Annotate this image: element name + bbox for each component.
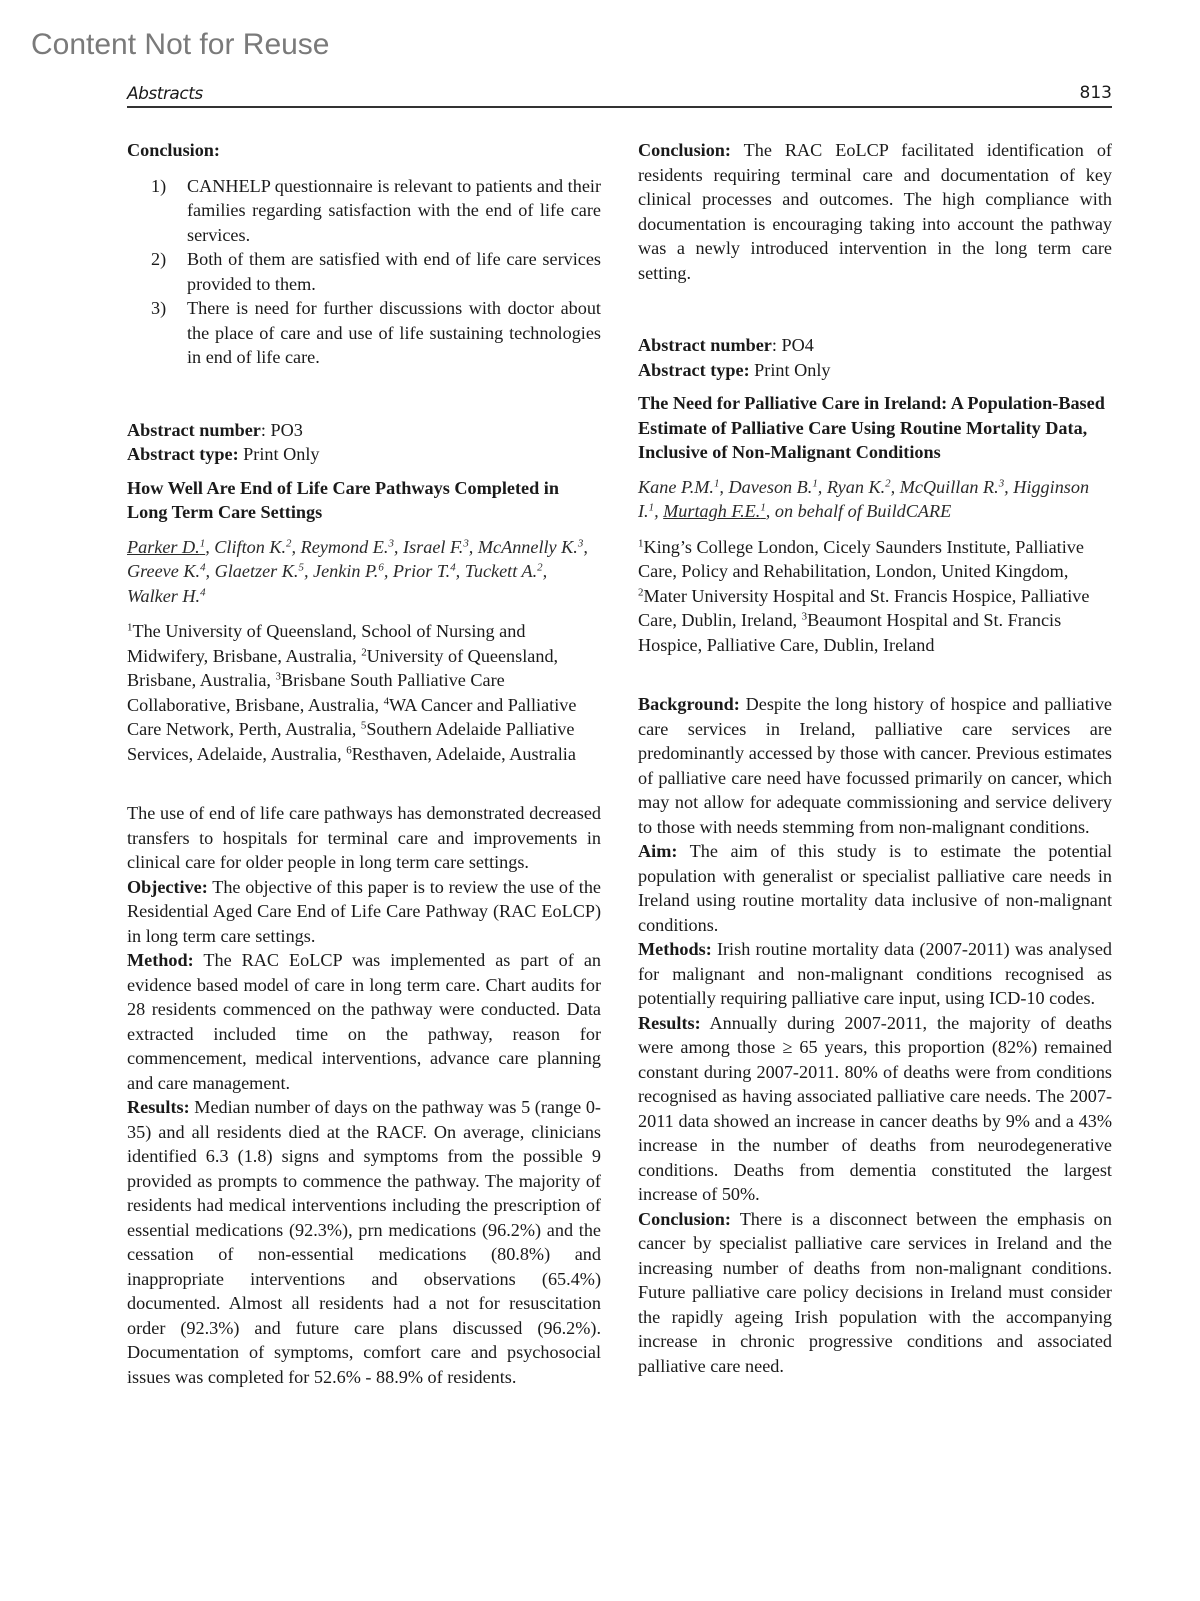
author-name: Tuckett A.$^2$ xyxy=(464,561,543,581)
affiliation-text: The University of Queensland, School of Nursing and Midwifery, Brisbane, Australia, xyxy=(127,621,526,666)
affiliations xyxy=(127,619,601,766)
author-name: Parker D.$^1$ xyxy=(127,536,206,557)
page-number: 813 xyxy=(1079,83,1112,103)
abstract-number-value: : PO4 xyxy=(771,335,814,355)
abstract-number-value: : PO3 xyxy=(260,419,303,440)
section-text: Annually during 2007-2011, the majority of deaths were among those ≥ 65 years, this proportion (82%) remained constant during 2007-2011. 80% of deaths were from conditions recognised as having associated palliative care needs. The 2007-2011 data showed an increase in cancer deaths by 9% and a 43% increase in the number of deaths from neurodegenerative conditions. Deaths from dementia constituted the largest increase of 50%. xyxy=(638,1012,1112,1204)
affiliation-marker: 4 xyxy=(383,694,390,707)
affiliation-text: Beaumont Hospital and St. Francis Hospice, Palliative Care, Dublin, Ireland xyxy=(638,610,1062,655)
abstract-type xyxy=(127,442,601,467)
affiliation-text: Resthaven, Adelaide, Australia xyxy=(351,743,576,764)
abstract-type-value: Print Only xyxy=(749,359,831,380)
item-number: 1) xyxy=(151,175,167,196)
author-name: Daveson B.$^1$ xyxy=(728,476,818,497)
affiliation-marker: 3 xyxy=(998,476,1005,489)
affiliation-marker: 3 xyxy=(275,670,281,683)
section-text: The RAC EoLCP was implemented as part of an evidence based model of care in long term care. Chart audits for 28 residents commenced on the pathway were conducted. Data extracted included time on the pathway, reason for commencement, medical interventions, advance care planning and care management. xyxy=(127,950,601,1093)
conclusion-item xyxy=(127,247,601,296)
abstract-type xyxy=(638,358,1112,383)
abstract-number xyxy=(127,418,601,443)
section-text: The objective of this paper is to review the use of the Residential Aged Care End of Life Care Pathway (RAC EoLCP) in long term care settings. xyxy=(127,876,601,946)
abstract-number xyxy=(638,333,1112,358)
section-text: The RAC EoLCP facilitated identification of residents requiring terminal care and documentation of key clinical processes and outcomes. The high compliance with documentation is encouraging taking into account the pathway was a newly introduced intervention in the long term care setting. xyxy=(638,140,1112,283)
item-text: CANHELP questionnaire is relevant to patients and their families regarding satisfaction with the end of life care services. xyxy=(187,175,602,245)
affiliation-marker: 1 xyxy=(648,501,655,514)
affiliation-marker: 1 xyxy=(713,476,720,489)
author-name: Glaetzer K.$^5$ xyxy=(214,561,304,581)
section-text: Median number of days on the pathway was 5 (range 0-35) and all residents died at the RACF. On average, clinicians identified 6.3 (1.8) signs and symptoms from the possible 9 provided as prompts to commence the pathway. The majority of residents had medical interventions including the prescription of essential medications (92.3%), prn medications (96.2%) and the cessation of non-essential medications (80.8%) and inappropriate interventions and observations (65.4%) documented. Almost all residents had a not for resuscitation order (92.3%) and future care plans discussed (96.2%). Documentation of symptoms, comfort care and psychosocial issues was completed for 52.6% - 88.9% of residents. xyxy=(127,1097,601,1387)
author-name: McAnnelly K.$^3$ xyxy=(477,536,584,557)
author-list: Kane P.M.$^1$, Daveson B.$^1$, Ryan K.$^2$, McQuillan R.$^3$, Higginson I.$^1$, Murtagh F.E.$^1$, on behalf of BuildCARE xyxy=(638,476,1090,521)
section-label: Aim: xyxy=(638,841,678,861)
affiliation-marker: 1 xyxy=(199,536,206,549)
affiliation-marker: 1 xyxy=(812,476,818,489)
affiliation-marker: 5 xyxy=(298,561,304,574)
section-text: The aim of this study is to estimate the potential population with generalist or specialist palliative care needs in Ireland using routine mortality data inclusive of non-malignant conditions. xyxy=(638,841,1112,935)
affiliation-marker: 2 xyxy=(638,585,644,598)
affiliation-marker: 3 xyxy=(388,536,394,549)
section-label: Conclusion: xyxy=(638,1208,731,1229)
section-label: Method: xyxy=(127,950,194,970)
affiliation-marker: 2 xyxy=(361,645,367,658)
abstract-type-label: Abstract type: xyxy=(127,444,239,464)
author-name: Murtagh F.E.$^1$ xyxy=(663,501,766,521)
author-list: Parker D.$^1$, Clifton K.$^2$, Reymond E.$^3$, Israel F.$^3$, McAnnelly K.$^3$, Greeve K.$^4$, Glaetzer K.$^5$, Jenkin P.$^6$, Prior T.$^4$, Tuckett A.$^2$, Walker H.$^4$ xyxy=(127,536,588,606)
abstract-section-objective xyxy=(127,875,601,949)
author-name: Higginson I.$^1$ xyxy=(638,476,1090,521)
affiliation-marker: 2 xyxy=(885,476,891,489)
author-name: Prior T.$^4$ xyxy=(392,561,456,581)
affiliation-marker: 3 xyxy=(577,536,584,549)
section-text: There is a disconnect between the emphasis on cancer by specialist palliative care services in Ireland and the increasing number of deaths from non-malignant conditions. Future palliative care policy decisions in Ireland must consider the rapidly ageing Irish population with the accompanying increase in chronic progressive conditions and associated palliative care need. xyxy=(638,1208,1112,1376)
prev-conclusion xyxy=(638,138,1112,285)
abstract-section-methods xyxy=(638,937,1112,1011)
abstract-number-label: Abstract number xyxy=(127,419,261,440)
conclusion-item xyxy=(127,296,601,370)
affiliation-text: King’s College London, Cicely Saunders Institute, Palliative Care, Policy and Rehabilitation, London, United Kingdom, xyxy=(638,536,1084,581)
prev-conclusion-heading: Conclusion: xyxy=(127,140,220,160)
affiliation-marker: 6 xyxy=(378,561,384,574)
affiliation-marker: 4 xyxy=(450,561,456,574)
section-text: Despite the long history of hospice and palliative care services in Ireland, palliative care services are predominantly accessed by those with cancer. Previous estimates of palliative care need have focussed primarily on cancer, which may not allow for adequate commissioning and service delivery to those with needs stemming from non-malignant conditions. xyxy=(638,694,1112,837)
section-label: Conclusion: xyxy=(638,140,731,160)
affiliation-marker: 2 xyxy=(537,561,543,574)
conclusion-list xyxy=(127,174,601,370)
abstract-section-aim xyxy=(638,839,1112,937)
affiliation-text: WA Cancer and Palliative Care Network, Perth, Australia, xyxy=(127,694,577,739)
affiliation-marker: 4 xyxy=(200,585,206,598)
watermark: Content Not for Reuse xyxy=(31,28,330,61)
section-label: Methods: xyxy=(638,939,712,959)
abstract-intro: The use of end of life care pathways has demonstrated decreased transfers to hospitals for terminal care and improvements in clinical care for older people in long term care settings. xyxy=(127,803,601,872)
abstract-section-method xyxy=(127,948,601,1095)
abstract-section-results xyxy=(127,1095,601,1389)
abstract-title: How Well Are End of Life Care Pathways Completed in Long Term Care Settings xyxy=(127,477,559,522)
author-name: Ryan K.$^2$ xyxy=(826,476,891,497)
affiliation-text: Brisbane South Palliative Care Collaborative, Brisbane, Australia, xyxy=(127,670,505,715)
conclusion-item xyxy=(127,174,601,248)
affiliation-text: University of Queensland, Brisbane, Australia, xyxy=(127,645,559,690)
affiliation-marker: 1 xyxy=(760,501,766,514)
section-title: Abstracts xyxy=(127,84,203,104)
abstract-type-value: Print Only xyxy=(238,444,320,464)
affiliation-text: Southern Adelaide Palliative Services, Adelaide, Australia, xyxy=(127,719,575,764)
author-name: McQuillan R.$^3$ xyxy=(899,476,1005,497)
author-name: Kane P.M.$^1$ xyxy=(638,476,720,497)
item-number: 3) xyxy=(151,298,167,318)
left-column xyxy=(127,138,601,1389)
right-column xyxy=(638,138,1112,1378)
affiliation-marker: 1 xyxy=(127,621,133,634)
author-name: Israel F.$^3$ xyxy=(403,536,469,557)
section-label: Objective: xyxy=(127,876,208,897)
affiliation-marker: 3 xyxy=(801,610,808,623)
affiliation-text: Mater University Hospital and St. Francis Hospice, Palliative Care, Dublin, Ireland, xyxy=(638,585,1090,630)
author-name: Clifton K.$^2$ xyxy=(214,536,292,557)
author-name: Reymond E.$^3$ xyxy=(300,536,394,557)
item-text: There is need for further discussions with doctor about the place of care and use of life sustaining technologies in end of life care. xyxy=(187,298,601,367)
abstract-section-results xyxy=(638,1011,1112,1207)
section-label: Background: xyxy=(638,694,740,714)
affiliation-marker: 3 xyxy=(463,536,469,549)
section-text: Irish routine mortality data (2007-2011) was analysed for malignant and non-malignant conditions recognised as potentially requiring palliative care input, using ICD-10 codes. xyxy=(638,939,1112,1008)
item-text: Both of them are satisfied with end of life care services provided to them. xyxy=(187,249,601,294)
abstract-title: The Need for Palliative Care in Ireland: A Population-Based Estimate of Palliative Care Using Routine Mortality Data, Inclusive of Non-Malignant Conditions xyxy=(638,393,1105,462)
author-name: Jenkin P.$^6$ xyxy=(313,561,384,581)
running-header xyxy=(127,80,1112,108)
abstract-number-label: Abstract number xyxy=(638,335,772,355)
section-label: Results: xyxy=(127,1097,190,1117)
affiliation-marker: 4 xyxy=(200,561,206,574)
affiliation-marker: 1 xyxy=(638,536,644,549)
author-name: Walker H.$^4$ xyxy=(127,585,206,606)
affiliation-marker: 2 xyxy=(286,536,292,549)
section-label: Results: xyxy=(638,1012,701,1033)
abstract-type-label: Abstract type: xyxy=(638,359,750,380)
affiliations xyxy=(638,535,1112,658)
abstract-section-conclusion xyxy=(638,1207,1112,1379)
item-number: 2) xyxy=(151,249,167,269)
affiliation-marker: 6 xyxy=(346,743,352,756)
author-name: Greeve K.$^4$ xyxy=(127,561,206,581)
affiliation-marker: 5 xyxy=(360,719,367,732)
abstract-section-background xyxy=(638,692,1112,839)
